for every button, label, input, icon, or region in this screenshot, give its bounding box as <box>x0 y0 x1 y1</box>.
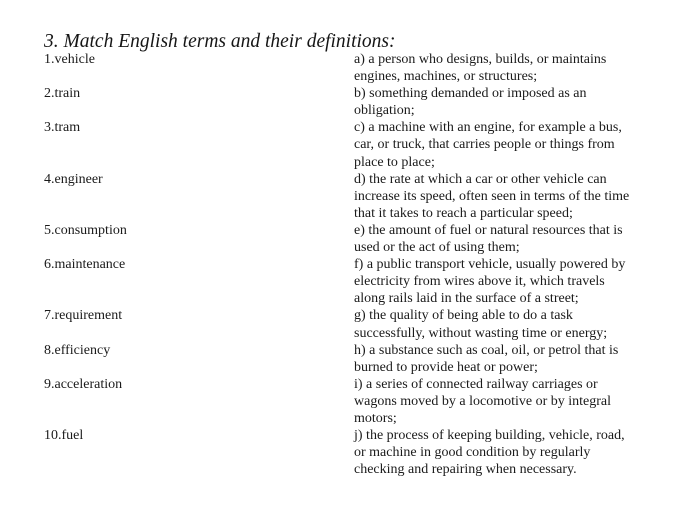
table-row <box>44 85 684 119</box>
definition-line: g) the quality of being able to do a task <box>354 308 573 324</box>
definition-line: increase its speed, often seen in terms of the time <box>354 188 630 204</box>
definition-f <box>354 256 684 307</box>
definition-line: successfully, without wasting time or energy; <box>354 325 608 341</box>
table-row <box>44 51 684 85</box>
definition-line: used or the act of using them; <box>354 240 520 256</box>
definition-line: along rails laid in the surface of a street; <box>354 291 579 307</box>
table-row <box>44 342 684 376</box>
table-row <box>44 222 684 256</box>
definition-line: j) the process of keeping building, vehicle, road, <box>354 428 625 444</box>
definition-line: checking and repairing when necessary. <box>354 462 577 478</box>
definition-line: wagons moved by a locomotive or by integral <box>354 393 611 409</box>
term-8: 8.efficiency <box>44 342 111 358</box>
definition-line: or machine in good condition by regularly <box>354 445 591 461</box>
term-3: 3.tram <box>44 120 81 136</box>
term-4: 4.engineer <box>44 171 103 187</box>
exercise-title: 3. Match English terms and their definitions: <box>44 31 396 52</box>
definition-line: motors; <box>354 410 397 426</box>
definition-line: obligation; <box>354 103 415 119</box>
term-2: 2.train <box>44 86 81 102</box>
definition-line: burned to provide heat or power; <box>354 359 538 375</box>
definition-line: a) a person who designs, builds, or maintains <box>354 52 607 67</box>
definition-line: electricity from wires above it, which travels <box>354 274 605 290</box>
terms-definitions-table <box>44 51 684 478</box>
definition-line: e) the amount of fuel or natural resources that is <box>354 222 623 238</box>
definition-line: c) a machine with an engine, for example a bus, <box>354 120 622 136</box>
term-9: 9.acceleration <box>44 376 123 392</box>
definition-h <box>354 342 684 376</box>
term-7: 7.requirement <box>44 308 123 324</box>
term-10: 10.fuel <box>44 428 84 444</box>
table-row <box>44 307 684 341</box>
definition-line: car, or truck, that carries people or things from <box>354 137 615 153</box>
definition-line: place to place; <box>354 154 435 170</box>
term-5: 5.consumption <box>44 222 127 238</box>
definition-a <box>354 51 684 85</box>
definition-g <box>354 307 684 341</box>
term-1: 1.vehicle <box>44 52 95 67</box>
definition-line: h) a substance such as coal, oil, or petrol that is <box>354 342 619 358</box>
definition-line: engines, machines, or structures; <box>354 69 538 85</box>
table-row <box>44 427 684 478</box>
definition-line: that it takes to reach a particular speed; <box>354 205 573 221</box>
table-row <box>44 171 684 222</box>
definition-line: d) the rate at which a car or other vehicle can <box>354 171 607 187</box>
definition-c <box>354 119 684 170</box>
definition-line: f) a public transport vehicle, usually powered by <box>354 257 626 273</box>
definition-j <box>354 427 684 478</box>
definition-d <box>354 171 684 222</box>
definition-line: i) a series of connected railway carriages or <box>354 376 598 392</box>
definition-line: b) something demanded or imposed as an <box>354 86 587 102</box>
table-row <box>44 119 684 170</box>
definition-e <box>354 222 684 256</box>
table-row <box>44 256 684 307</box>
table-row <box>44 376 684 427</box>
definition-b <box>354 85 684 119</box>
definition-i <box>354 376 684 427</box>
term-6: 6.maintenance <box>44 257 126 273</box>
